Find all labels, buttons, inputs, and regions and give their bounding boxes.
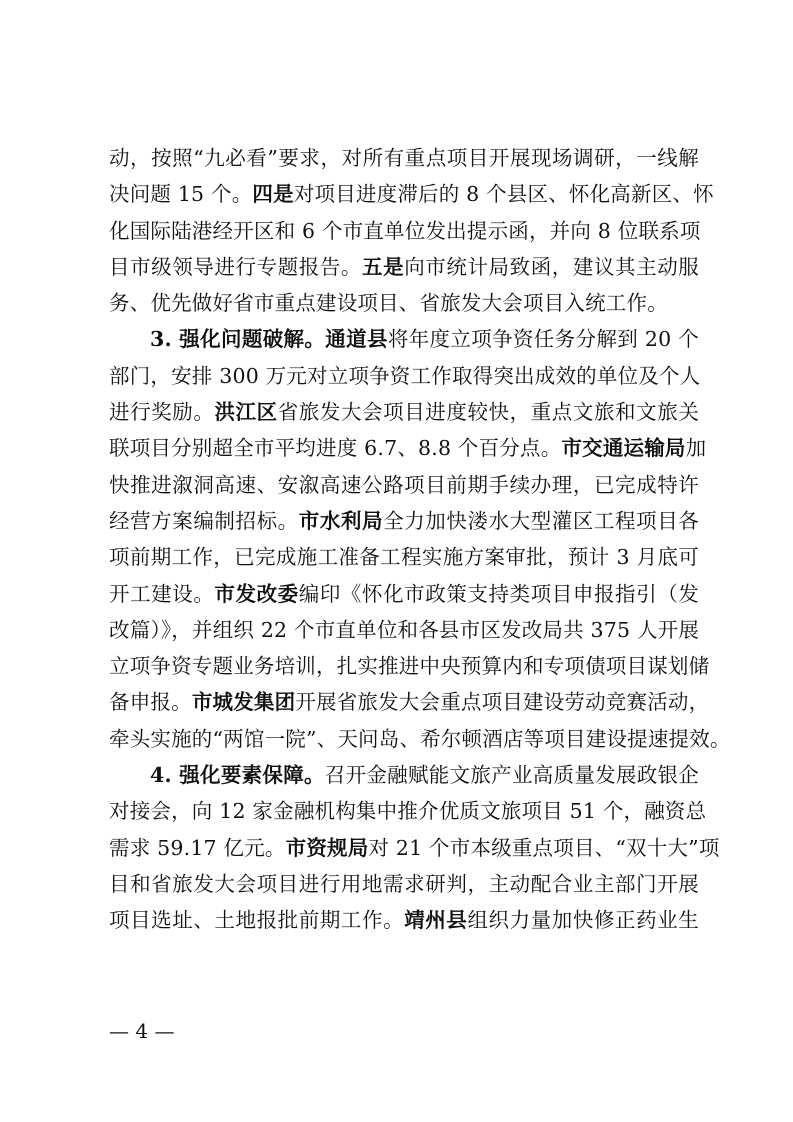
- text-line: [109, 140, 699, 176]
- bold-text: 市资规局: [285, 835, 369, 860]
- text-line: [109, 539, 699, 575]
- text-run: 目市级领导进行专题报告。: [109, 254, 363, 279]
- text-run: 进行奖励。: [109, 400, 215, 425]
- text-run: 省旅发大会项目进度较快，重点文旅和文旅关: [277, 400, 700, 425]
- text-run: 部门，安排 300 万元对立项争资工作取得突出成效的单位及个人: [109, 363, 701, 388]
- text-line: [109, 648, 710, 684]
- bold-text: 洪江区: [214, 400, 278, 425]
- text-run: 项目选址、土地报批前期工作。: [109, 908, 405, 933]
- text-line: [109, 902, 699, 938]
- text-run: 立项争资专题业务培训，扎实推进中央预算内和专项债项目谋划储: [109, 654, 710, 679]
- bold-text: 通道县: [325, 327, 388, 352]
- text-run: 组织力量加快修正药业生: [467, 908, 699, 933]
- text-run: 备申报。: [109, 690, 192, 715]
- bold-text: 五是: [362, 254, 405, 279]
- text-line: [109, 285, 699, 321]
- text-run: 需求 59.17 亿元。: [109, 835, 286, 860]
- text-run: 召开金融赋能文旅产业高质量发展政银企: [324, 763, 699, 788]
- bold-text: 3. 强化问题破解。: [150, 327, 326, 352]
- text-line: [109, 793, 707, 829]
- text-run: 对项目进度滞后的 8 个县区、怀化高新区、怀: [293, 182, 714, 207]
- text-run: 联项目分别超全市平均进度 6.7、8.8 个百分点。: [109, 436, 562, 461]
- text-line: [109, 866, 699, 902]
- text-line: [109, 467, 699, 503]
- text-run: 务、优先做好省市重点建设项目、省旅发大会项目入统工作。: [109, 291, 668, 316]
- text-run: 化国际陆港经开区和 6 个市直单位发出提示函，并向 8 位联系项: [109, 218, 701, 243]
- text-run: 全力加快溇水大型灌区工程项目各: [383, 508, 699, 533]
- text-line: [109, 503, 699, 539]
- text-run: 经营方案编制招标。: [109, 508, 299, 533]
- text-run: 动，按照“九必看”要求，对所有重点项目开展现场调研，一线解: [109, 146, 699, 170]
- text-run: 改篇）》，并组织 22 个市直单位和各县市区发改局共 375 人开展: [109, 617, 700, 642]
- page-number: — 4 —: [109, 1019, 175, 1043]
- bold-text: 市城发集团: [191, 690, 296, 715]
- text-run: 对 21 个市本级重点项目、“双十大”项: [368, 835, 720, 860]
- text-line: [109, 757, 699, 793]
- text-run: 快推进溆洞高速、安溆高速公路项目前期手续办理，已完成特许: [109, 472, 699, 497]
- text-line: [109, 176, 714, 212]
- text-line: [109, 830, 720, 866]
- text-run: 开工建设。: [109, 581, 215, 606]
- text-run: 项前期工作，已完成施工准备工程实施方案审批，预计 3 月底可: [109, 545, 699, 570]
- bold-text: 市水利局: [298, 508, 384, 533]
- text-run: 目和省旅发大会项目进行用地需求研判，主动配合业主部门开展: [109, 871, 699, 896]
- text-run: 将年度立项争资任务分解到 20 个: [387, 327, 699, 352]
- text-run: 对接会，向 12 家金融机构集中推介优质文旅项目 51 个，融资总: [109, 799, 707, 824]
- bold-text: 4. 强化要素保障。: [150, 763, 325, 788]
- text-run: 向市统计局致函，建议其主动服: [404, 254, 699, 279]
- text-line: [109, 430, 707, 466]
- text-run: 加: [685, 436, 707, 461]
- bold-text: 四是: [252, 182, 294, 207]
- bold-text: 靖州县: [404, 908, 468, 933]
- text-line: [109, 249, 699, 285]
- text-line: [109, 576, 699, 612]
- text-line: [109, 321, 699, 357]
- text-line: [109, 612, 699, 648]
- text-line: [109, 684, 710, 720]
- text-run: 开展省旅发大会重点项目建设劳动竞赛活动，: [295, 690, 710, 715]
- text-run: 牵头实施的“两馆一院”、天问岛、希尔顿酒店等项目建设提速提效。: [109, 726, 731, 751]
- text-line: [109, 358, 699, 394]
- text-line: [109, 213, 699, 249]
- text-run: 决问题 15 个。: [109, 182, 253, 207]
- text-line: [109, 721, 731, 757]
- text-run: 编印《怀化市政策支持类项目申报指引（发: [298, 581, 699, 606]
- bold-text: 市交通运输局: [561, 436, 686, 461]
- body-text: [109, 140, 731, 939]
- bold-text: 市发改委: [214, 581, 299, 606]
- text-line: [109, 394, 699, 430]
